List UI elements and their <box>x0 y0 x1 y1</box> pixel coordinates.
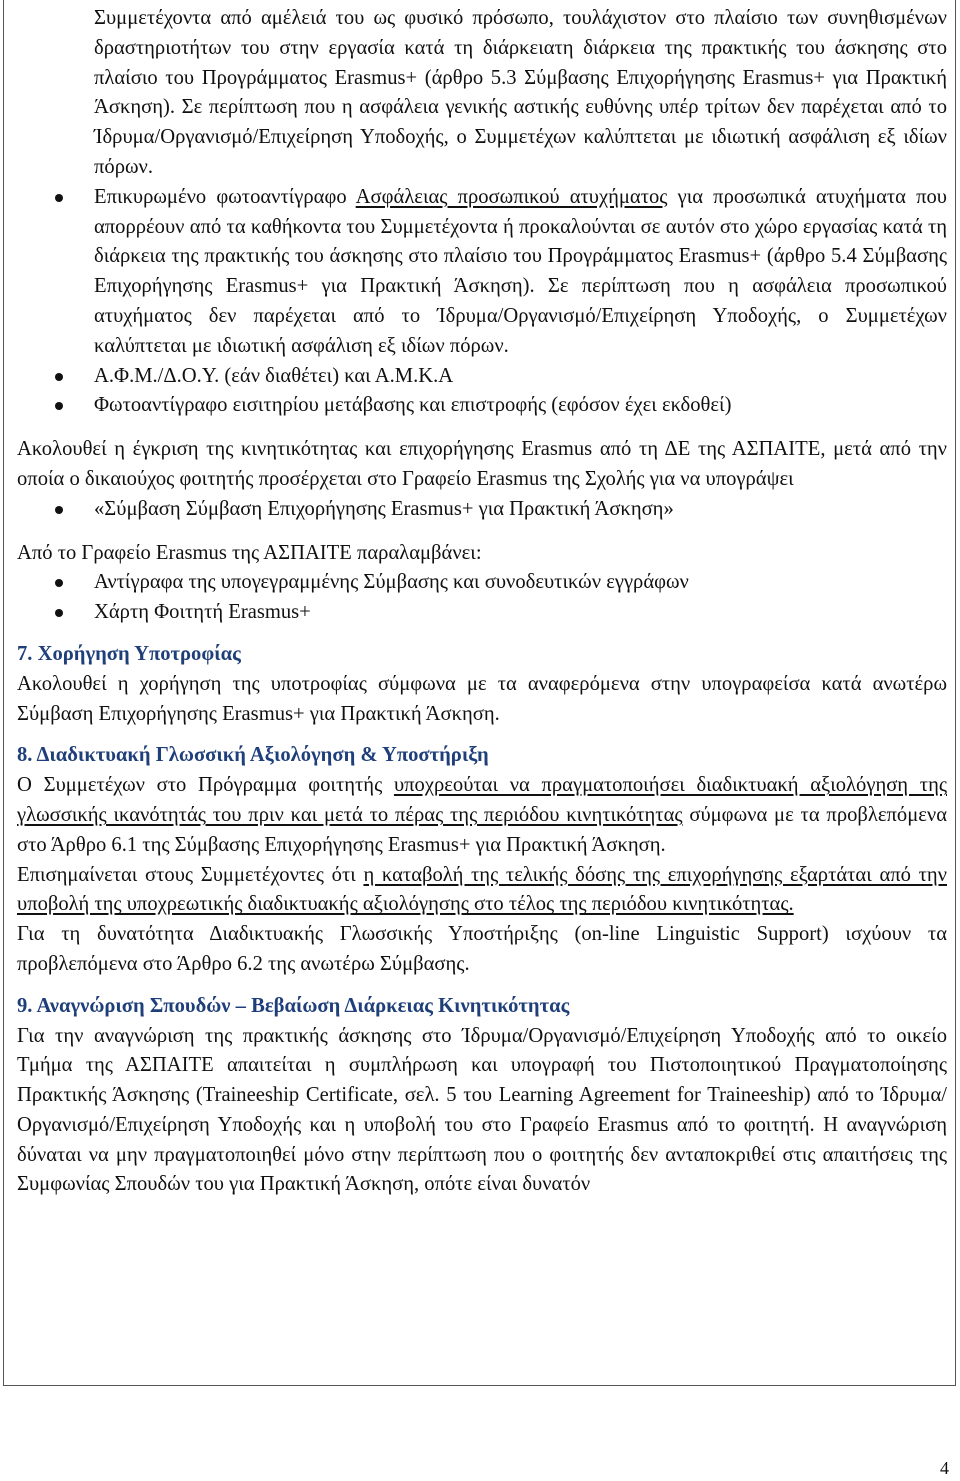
section-9-heading: 9. Αναγνώριση Σπουδών – Βεβαίωση Διάρκειας Κινητικότητας <box>17 994 570 1017</box>
list-item-text: για προσωπικά ατυχήματα που απορρέουν από τα καθήκοντα του Συμμετέχοντα ή προκαλούνται σε αυτόν στο χώρο εργασίας κατά τη διάρκεια της πρακτικής του άσκησης στο πλαίσιο του Προγράμματος Erasmus+ (άρθρο 5.4 Σύμβασης Επιχορήγησης Erasmus+ για Πρακτική Άσκηση). Σε περίπτωση που η ασφάλεια προσωπικού ατυχήματος δεν παρέχεται από το Ίδρυμα/Οργανισμό/Επιχείρηση Υποδοχής, ο Συμμετέχων καλύπτεται με ιδιωτική ασφάλιση εξ ιδίων πόρων. <box>94 185 947 357</box>
section-8-paragraph-3: Για τη δυνατότητα Διαδικτυακής Γλωσσικής Υποστήριξης (on-line Linguistic Support) ισχύουν τα προβλεπόμενα στο Άρθρο 6.2 της ανωτέρω Σύμβασης. <box>17 923 947 975</box>
list-item-text: Αντίγραφα της υπογεγραμμένης Σύμβασης και συνοδευτικών εγγράφων <box>94 571 689 594</box>
bullet-icon <box>55 373 63 381</box>
document-body <box>17 4 947 1200</box>
paragraph-text: Επισημαίνεται στους Συμμετέχοντες ότι <box>17 863 364 886</box>
underlined-text: υποχρεούται να πραγματοποιήσει διαδικτυακή αξιολόγηση της γλωσσικής ικανότητάς του πριν και μετά το πέρας της περιόδου κινητικότητας <box>17 774 947 826</box>
list-item-ticket <box>17 391 947 421</box>
approval-paragraph: Ακολουθεί η έγκριση της κινητικότητας και επιχορήγησης Erasmus από τη ΔΕ της ΑΣΠΑΙΤΕ, μετά από την οποία ο δικαιούχος φοιτητής προσέρχεται στο Γραφείο Erasmus της Σχολής για να υπογράψει <box>17 438 947 490</box>
list-item-text: Χάρτη Φοιτητή Erasmus+ <box>94 601 311 624</box>
section-7-heading: 7. Χορήγηση Υποτροφίας <box>17 642 241 665</box>
list-item-accident-insurance <box>17 183 947 362</box>
section-8-heading: 8. Διαδικτυακή Γλωσσική Αξιολόγηση & Υποστήριξη <box>17 744 489 767</box>
list-item-text: Α.Φ.Μ./Δ.Ο.Υ. (εάν διαθέτει) και Α.Μ.Κ.Α <box>94 364 454 387</box>
section-7-body: Ακολουθεί η χορήγηση της υποτροφίας σύμφωνα με τα αναφερόμενα στην υπογραφείσα κατά ανωτέρω Σύμβαση Επιχορήγησης Erasmus+ για Πρακτική Άσκηση. <box>17 672 947 725</box>
bullet-icon <box>55 609 63 617</box>
bullet-icon <box>55 579 63 587</box>
underlined-text: Ασφάλειας προσωπικού ατυχήματος <box>355 185 668 208</box>
paragraph-text: σύμφωνα με τα προβλεπόμενα στο Άρθρο 6.1 της Σύμβασης Επιχορήγησης Erasmus+ για Πρακτική Άσκηση. <box>17 803 947 856</box>
insurance-continuation-paragraph: Συμμετέχοντα από αμέλειά του ως φυσικό πρόσωπο, τουλάχιστον στο πλαίσιο των συνηθισμένων δραστηριοτήτων του στην εργασία κατά τη διάρκειατη διάρκεια της πρακτικής του άσκησης στο πλαίσιο του Προγράμματος Erasmus+ (άρθρο 5.3 Σύμβασης Επιχορήγησης Erasmus+ για Πρακτική Άσκηση). Σε περίπτωση που η ασφάλεια γενικής αστικής ευθύνης υπέρ τρίτων δεν παρέχεται από το Ίδρυμα/Οργανισμό/Επιχείρηση Υποδοχής, ο Συμμετέχων καλύπτεται με ιδιωτική ασφάλιση εξ ιδίων πόρων. <box>94 7 947 178</box>
received-items-list <box>17 568 947 628</box>
section-9-body: Για την αναγνώριση της πρακτικής άσκησης στο Ίδρυμα/Οργανισμό/Επιχείρηση Υποδοχής από το οικείο Τμήμα της ΑΣΠΑΙΤΕ απαιτείται η συμπλήρωση και υπογραφή του Πιστοποιητικού Πραγματοποίησης Πρακτικής Άσκησης (Traineeship Certificate, σελ. 5 του Learning Agreement for Traineeship) από το Ίδρυμα/Οργανισμό/Επιχείρηση Υποδοχής και η υποβολή του στο Γραφείο Erasmus από το φοιτητή. Η αναγνώριση δύναται να μην πραγματοποιηθεί μόνο στην περίπτωση που ο φοιτητής δεν ανταποκριθεί στις απαιτήσεις της Συμφωνίας Σπουδών του για Πρακτική Άσκηση, οπότε είναι δυνατόν <box>17 1024 947 1196</box>
list-item-text: «Σύμβαση Σύμβαση Επιχορήγησης Erasmus+ για Πρακτική Άσκηση» <box>94 497 674 520</box>
underlined-text: η καταβολή της τελικής δόσης της επιχορήγησης εξαρτάται από την υποβολή της υποχρεωτικής διαδικτυακής αξιολόγησης στο τέλος της περιόδου κινητικότητας. <box>17 863 947 916</box>
required-documents-list <box>17 183 947 421</box>
bullet-icon <box>55 506 63 514</box>
list-item-text: Φωτοαντίγραφο εισιτηρίου μετάβασης και επιστροφής (εφόσον έχει εκδοθεί) <box>94 394 732 417</box>
paragraph-text: Ο Συμμετέχων στο Πρόγραμμα φοιτητής <box>17 774 394 797</box>
list-item-text: Επικυρωμένο φωτοαντίγραφο <box>94 185 356 208</box>
page-number: 4 <box>940 1458 949 1478</box>
list-item-tax-id <box>17 362 947 392</box>
receives-paragraph: Από το Γραφείο Erasmus της ΑΣΠΑΙΤΕ παραλαμβάνει: <box>17 541 482 564</box>
section-8-paragraph-1 <box>17 771 947 860</box>
list-item-signed-copies <box>17 568 947 598</box>
section-8-paragraph-2 <box>17 861 947 921</box>
list-item-student-charter <box>17 598 947 628</box>
list-item-contract <box>17 495 947 525</box>
bullet-icon <box>55 402 63 410</box>
contract-list <box>17 495 947 525</box>
bullet-icon <box>55 194 63 202</box>
